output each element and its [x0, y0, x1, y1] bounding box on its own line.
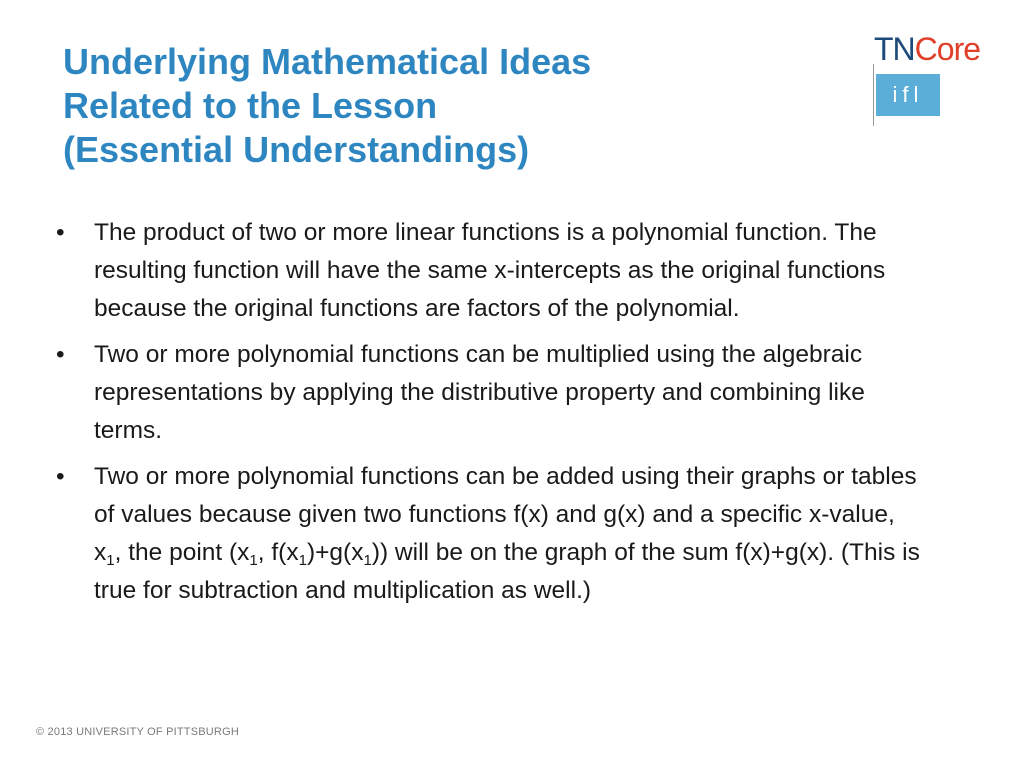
tncore-wordmark: [874, 30, 980, 68]
bullet-3-part-1: Two or more polynomial functions can be added using their graphs or tables of values because given two functions f(x) and g(x) and a specific x-value, x: [94, 463, 917, 566]
tncore-ifl-logo: [866, 30, 1006, 130]
bullet-3-part-3: , f(x: [257, 539, 299, 566]
ifl-logo-box: ifl: [876, 74, 940, 116]
title-line-3: (Essential Understandings): [63, 129, 530, 170]
logo-core-text: Core: [914, 31, 981, 67]
subscript-1: 1: [298, 552, 307, 569]
logo-divider: [873, 64, 874, 126]
bullet-item-2: [56, 336, 926, 450]
bullet-list: [56, 214, 926, 618]
bullet-text-2: Two or more polynomial functions can be multiplied using the algebraic representations by applying the distributive property and combining like terms.: [94, 341, 865, 444]
title-line-1: Underlying Mathematical Ideas: [63, 41, 592, 82]
bullet-3-part-2: , the point (x: [114, 539, 250, 566]
bullet-text-3: [94, 463, 920, 604]
slide-title: [63, 40, 823, 172]
bullet-marker: •: [56, 219, 65, 246]
bullet-marker: •: [56, 463, 65, 490]
copyright-footer: © 2013 UNIVERSITY OF PITTSBURGH: [36, 726, 239, 738]
bullet-item-3: [56, 458, 926, 610]
subscript-1: 1: [106, 552, 115, 569]
subscript-1: 1: [363, 552, 372, 569]
bullet-marker: •: [56, 341, 65, 368]
logo-tn-text: TN: [874, 31, 915, 67]
bullet-3-part-5: )) will be on the graph of the sum f(x)+g(x). (This is true for subtraction and multiplication as well.): [94, 539, 920, 604]
bullet-3-part-4: )+g(x: [306, 539, 364, 566]
bullet-text-1: The product of two or more linear functions is a polynomial function. The resulting function will have the same x-intercepts as the original functions because the original functions are factors of the polynomial.: [94, 219, 886, 322]
subscript-1: 1: [249, 552, 258, 569]
bullet-item-1: [56, 214, 926, 328]
title-line-2: Related to the Lesson: [63, 85, 438, 126]
